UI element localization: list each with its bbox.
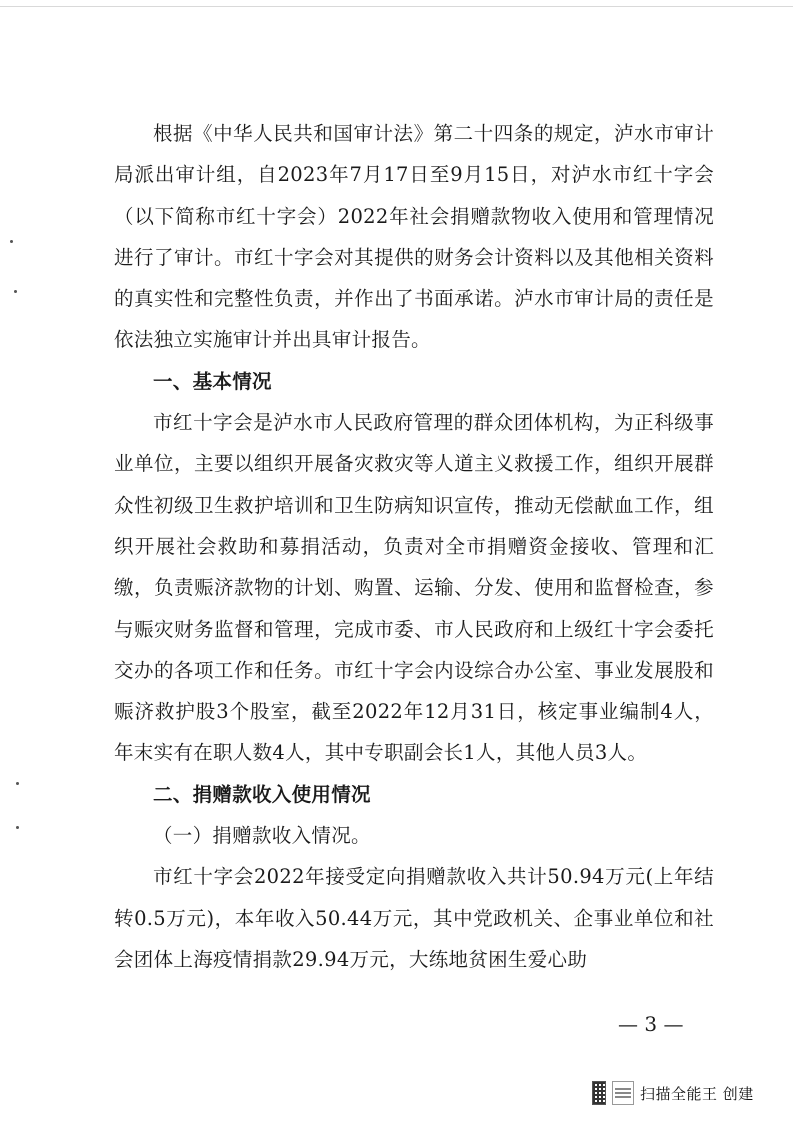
scan-edge-line	[0, 6, 793, 7]
paragraph-audit-intro: 根据《中华人民共和国审计法》第二十四条的规定，泸水市审计局派出审计组，自2023年7月17日至9月15日，对泸水市红十字会（以下简称市红十字会）2022年社会捐赠款物收入使用和管理情况进行了审计。市红十字会对其提供的财务会计资料以及其他相关资料的真实性和完整性负责，并作出了书面承诺。泸水市审计局的责任是依法独立实施审计并出具审计报告。	[114, 122, 714, 352]
paragraph-basic-info: 市红十字会是泸水市人民政府管理的群众团体机构，为正科级事业单位，主要以组织开展备灾救灾等人道主义救援工作，组织开展群众性初级卫生救护培训和卫生防病知识宣传，推动无偿献血工作，组织开展社会救助和募捐活动，负责对全市捐赠资金接收、管理和汇缴，负责赈济款物的计划、购置、运输、分发、使用和监督检查，参与赈灾财务监督和管理，完成市委、市人民政府和上级红十字会委托交办的各项工作和任务。市红十字会内设综合办公室、事业发展股和赈济救护股3个股室，截至2022年12月31日，核定事业编制4人，年末实有在职人数4人，其中专职副会长1人，其他人员3人。	[114, 411, 714, 765]
scan-speck	[16, 826, 19, 829]
scanner-logo-icon	[612, 1081, 634, 1105]
scanner-watermark	[592, 1078, 754, 1108]
page-number: — 3 —	[618, 1012, 684, 1036]
scan-speck	[10, 240, 13, 243]
heading-basic-info: 一、基本情况	[153, 369, 272, 393]
paragraph-donation-income: 市红十字会2022年接受定向捐赠款收入共计50.94万元(上年结转0.5万元)，本年收入50.44万元，其中党政机关、企事业单位和社会团体上海疫情捐款29.94万元，大练地贫困生爱心助	[114, 865, 714, 971]
scan-speck	[16, 782, 19, 785]
heading-donation-usage: 二、捐赠款收入使用情况	[153, 782, 371, 806]
document-body	[114, 113, 714, 980]
scan-speck	[14, 290, 17, 293]
qr-code-icon	[592, 1081, 606, 1105]
watermark-text: 扫描全能王 创建	[640, 1084, 754, 1103]
subheading-donation-income: （一）捐赠款收入情况。	[153, 824, 371, 848]
